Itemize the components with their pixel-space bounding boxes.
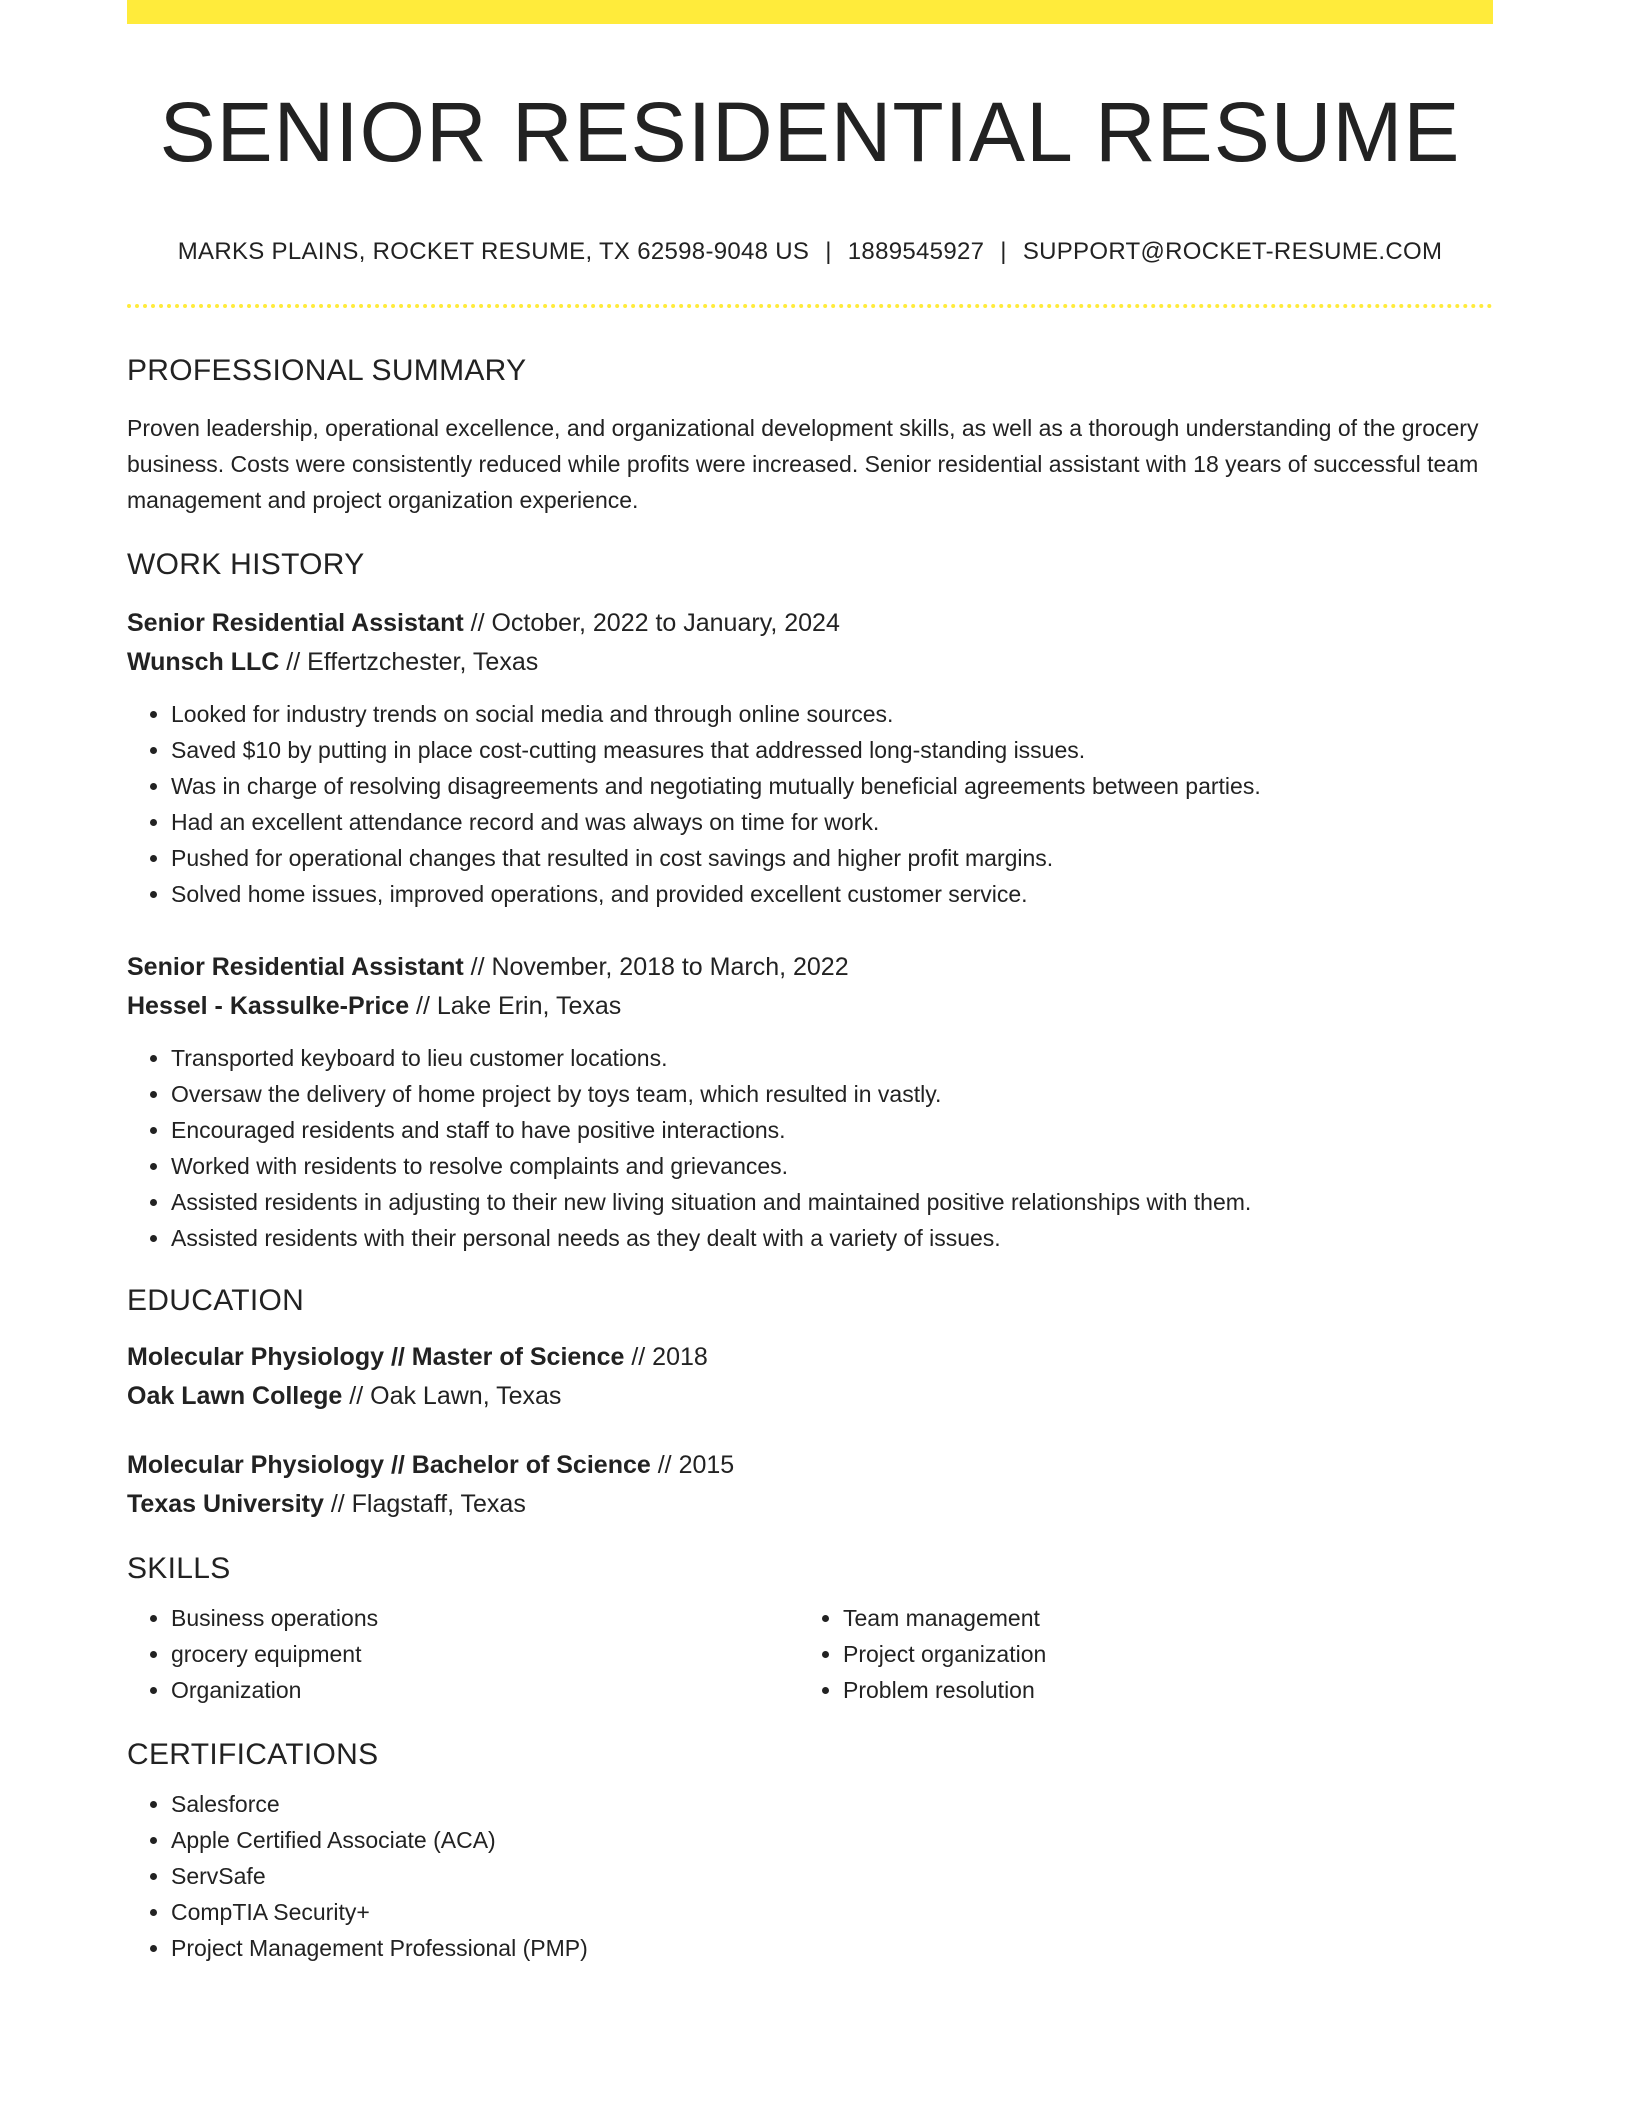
degree: Molecular Physiology // Master of Science [127, 1343, 625, 1372]
section-title-skills: SKILLS [127, 1552, 231, 1586]
degree: Molecular Physiology // Bachelor of Science [127, 1451, 651, 1480]
resume-title: SENIOR RESIDENTIAL RESUME [159, 85, 1461, 179]
address: MARKS PLAINS, ROCKET RESUME, TX 62598-9048 US [177, 238, 810, 266]
list-item: • Organization [171, 1672, 799, 1708]
job-location: // Lake Erin, Texas [409, 992, 622, 1021]
degree-line [127, 1446, 1493, 1485]
list-item: • Team management [843, 1600, 1471, 1636]
skills-column-left [127, 1600, 799, 1708]
list-item: • Encouraged residents and staff to have positive interactions. [171, 1112, 1493, 1148]
list-item: • Had an excellent attendance record and was always on time for work. [171, 804, 1493, 840]
education-entry [127, 1338, 1493, 1416]
graduation-year: // 2018 [624, 1343, 708, 1372]
school-line [127, 1377, 1493, 1416]
list-item: • Apple Certified Associate (ACA) [171, 1822, 1493, 1858]
job-entry [127, 604, 1493, 912]
school: Texas University [127, 1490, 324, 1519]
job-role-line [127, 948, 1493, 987]
accent-bar [127, 0, 1493, 24]
phone: 1889545927 [847, 238, 985, 266]
job-dates: // November, 2018 to March, 2022 [463, 953, 849, 982]
skills-column-right [799, 1600, 1471, 1708]
list-item: • Business operations [171, 1600, 799, 1636]
education-entry [127, 1446, 1493, 1524]
section-title-education: EDUCATION [127, 1284, 305, 1318]
contact-separator: | [1000, 238, 1007, 266]
degree-line [127, 1338, 1493, 1377]
list-item: • Salesforce [171, 1786, 1493, 1822]
list-item: • Worked with residents to resolve complaints and grievances. [171, 1148, 1493, 1184]
list-item: • Project Management Professional (PMP) [171, 1930, 1493, 1966]
list-item: • Project organization [843, 1636, 1471, 1672]
job-dates: // October, 2022 to January, 2024 [463, 609, 840, 638]
dotted-divider [127, 304, 1493, 308]
job-location: // Effertzchester, Texas [279, 648, 539, 677]
job-bullets [127, 1040, 1493, 1256]
list-item: • Solved home issues, improved operations, and provided excellent customer service. [171, 876, 1493, 912]
summary-text: Proven leadership, operational excellence, and organizational development skills, as well as a thorough understanding of the grocery business. Costs were consistently reduced while profits were increased. Senior residential assistant with 18 years of successful team management and project organization experience. [127, 415, 1479, 514]
job-role: Senior Residential Assistant [127, 609, 464, 638]
section-title-certifications: CERTIFICATIONS [127, 1738, 379, 1772]
resume-page [127, 0, 1493, 1966]
list-item: • grocery equipment [171, 1636, 799, 1672]
list-item: • Looked for industry trends on social media and through online sources. [171, 696, 1493, 732]
job-company-line [127, 987, 1493, 1026]
job-role-line [127, 604, 1493, 643]
job-company: Hessel - Kassulke-Price [127, 992, 410, 1021]
list-item: • Oversaw the delivery of home project by toys team, which resulted in vastly. [171, 1076, 1493, 1112]
school-location: // Flagstaff, Texas [323, 1490, 526, 1519]
list-item: • Assisted residents with their personal needs as they dealt with a variety of issues. [171, 1220, 1493, 1256]
contact-separator: | [825, 238, 832, 266]
list-item: • ServSafe [171, 1858, 1493, 1894]
list-item: • Transported keyboard to lieu customer locations. [171, 1040, 1493, 1076]
school-line [127, 1485, 1493, 1524]
section-title-work-history: WORK HISTORY [127, 548, 365, 582]
school: Oak Lawn College [127, 1382, 343, 1411]
school-location: // Oak Lawn, Texas [342, 1382, 562, 1411]
list-item: • Saved $10 by putting in place cost-cutting measures that addressed long-standing issues. [171, 732, 1493, 768]
email: SUPPORT@ROCKET-RESUME.COM [1022, 238, 1443, 266]
list-item: • Problem resolution [843, 1672, 1471, 1708]
list-item: • Pushed for operational changes that resulted in cost savings and higher profit margins. [171, 840, 1493, 876]
job-company: Wunsch LLC [127, 648, 280, 677]
job-role: Senior Residential Assistant [127, 953, 464, 982]
list-item: • Was in charge of resolving disagreements and negotiating mutually beneficial agreements between parties. [171, 768, 1493, 804]
section-title-summary: PROFESSIONAL SUMMARY [127, 354, 527, 388]
job-bullets [127, 696, 1493, 912]
certifications-list [127, 1786, 1493, 1966]
list-item: • Assisted residents in adjusting to their new living situation and maintained positive relationships with them. [171, 1184, 1493, 1220]
list-item: • CompTIA Security+ [171, 1894, 1493, 1930]
contact-line [127, 238, 1493, 266]
job-entry [127, 948, 1493, 1256]
skills-grid [127, 1600, 1493, 1708]
job-company-line [127, 643, 1493, 682]
graduation-year: // 2015 [650, 1451, 735, 1480]
